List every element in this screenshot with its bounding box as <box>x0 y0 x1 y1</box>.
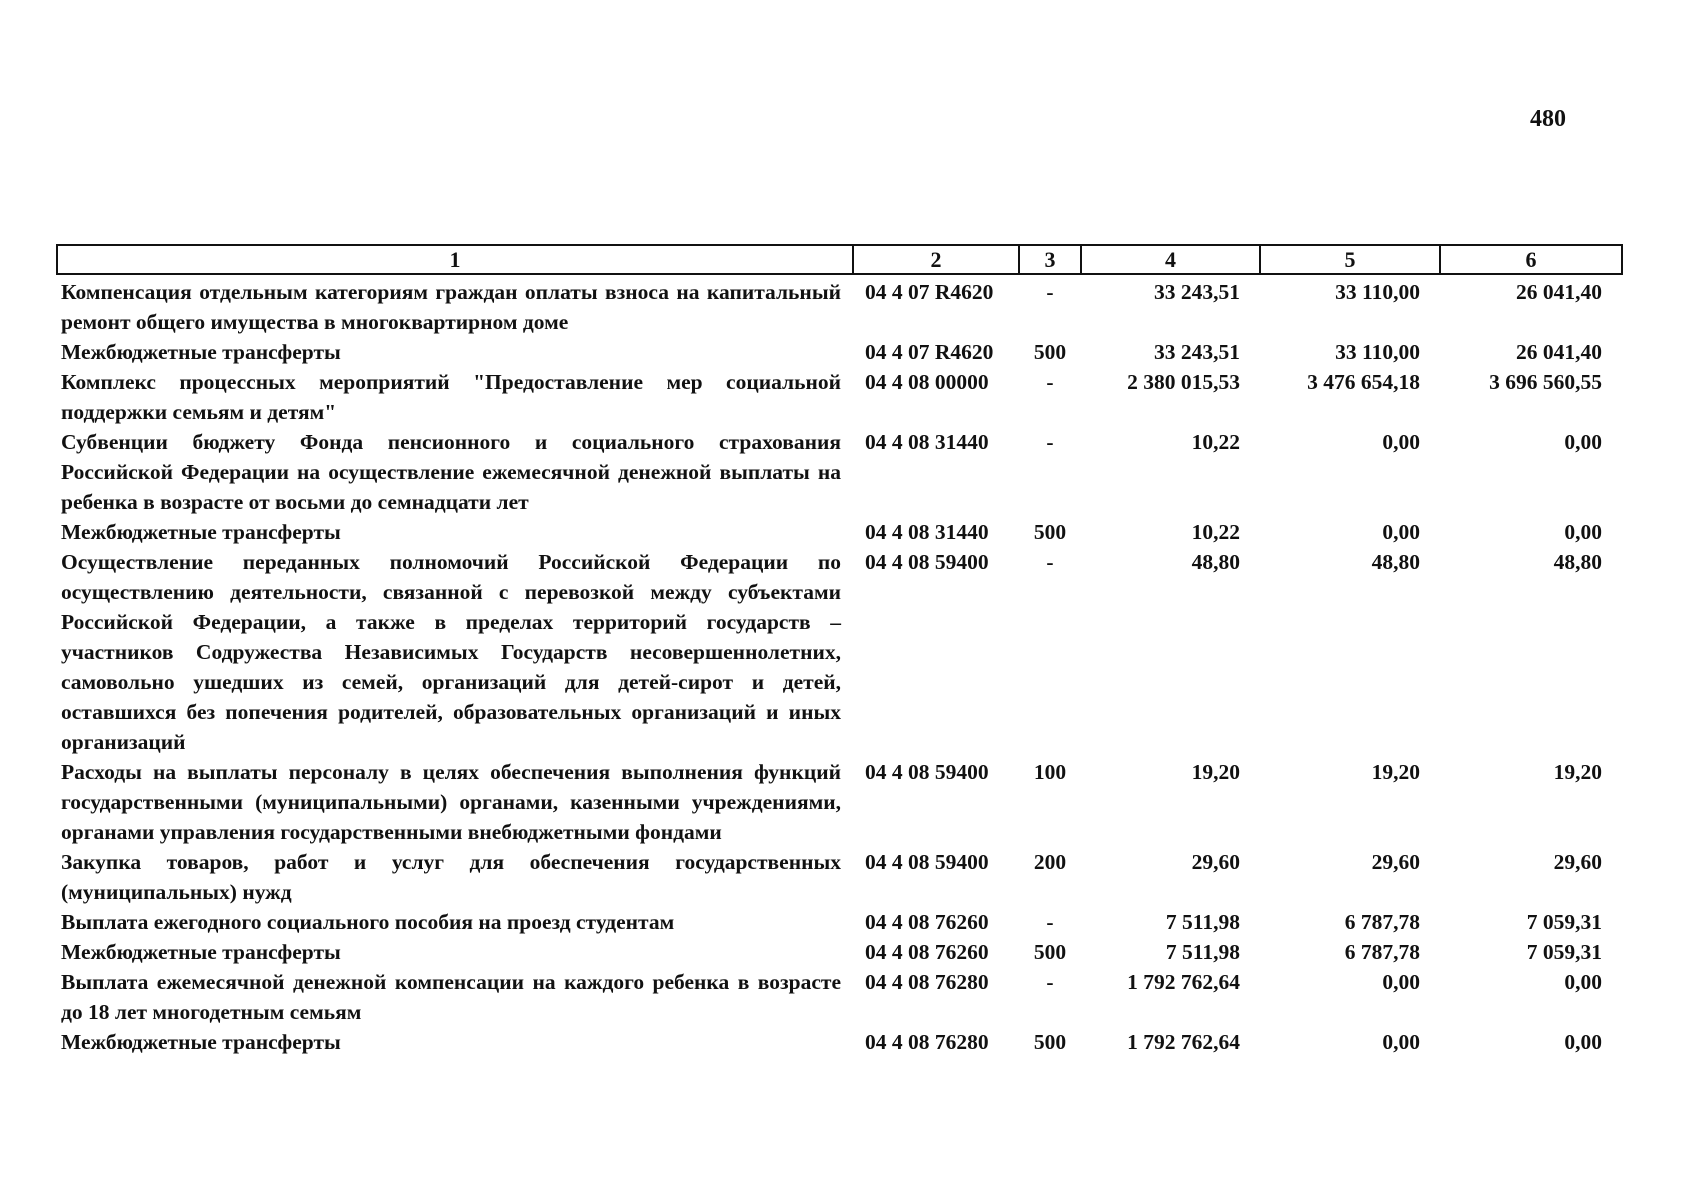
row-value-col4: 1 792 762,64 <box>1127 970 1240 994</box>
table-header <box>57 245 1622 274</box>
row-expense-type: 200 <box>1033 850 1067 874</box>
row-value-col5: 0,00 <box>1382 520 1420 544</box>
row-value-col4: 7 511,98 <box>1165 910 1240 934</box>
column-header-5: 5 <box>1260 245 1440 274</box>
row-expense-type: 500 <box>1033 1030 1067 1054</box>
row-value-col5: 48,80 <box>1371 550 1420 574</box>
row-value-col5: 0,00 <box>1382 970 1420 994</box>
row-value-col5: 33 110,00 <box>1335 340 1420 364</box>
row-name: Межбюджетные трансферты <box>61 940 341 964</box>
row-value-col4: 48,80 <box>1191 550 1240 574</box>
row-name: Субвенции бюджету Фонда пенсионного и социального страхования Российской Федерации на осуществление ежемесячной денежной выплаты на ребенка в возрасте от восьми до семнадцати лет <box>61 430 841 514</box>
row-value-col5: 0,00 <box>1382 1030 1420 1054</box>
row-value-col6: 7 059,31 <box>1526 940 1602 964</box>
row-name: Расходы на выплаты персоналу в целях обеспечения выполнения функций государственными (муниципальными) органами, казенными учреждениями, органами управления государственными внебюджетными фондами <box>61 760 841 844</box>
row-value-col6: 29,60 <box>1553 850 1602 874</box>
table-row <box>57 547 1622 757</box>
row-expense-type: - <box>1046 370 1054 394</box>
row-value-col4: 10,22 <box>1191 430 1240 454</box>
row-value-col5: 19,20 <box>1371 760 1420 784</box>
row-value-col4: 1 792 762,64 <box>1127 1030 1240 1054</box>
row-value-col4: 10,22 <box>1191 520 1240 544</box>
row-value-col5: 6 787,78 <box>1344 940 1420 964</box>
table-row <box>57 337 1622 367</box>
row-value-col6: 19,20 <box>1553 760 1602 784</box>
table-row <box>57 274 1622 337</box>
row-name: Межбюджетные трансферты <box>61 340 341 364</box>
row-code: 04 4 08 76280 <box>865 1030 989 1054</box>
row-expense-type: - <box>1046 550 1054 574</box>
row-value-col5: 3 476 654,18 <box>1307 370 1420 394</box>
table-row <box>57 907 1622 937</box>
row-name: Осуществление переданных полномочий Российской Федерации по осуществлению деятельности, связанной с перевозкой между субъектами Российской Федерации, а также в пределах территорий государств – участников Содружества Независимых Государств несовершеннолетних, самовольно ушедших из семей, организаций для детей-сирот и детей, оставшихся без попечения родителей, образовательных организаций и иных организаций <box>61 550 841 754</box>
row-value-col4: 7 511,98 <box>1165 940 1240 964</box>
row-value-col6: 7 059,31 <box>1526 910 1602 934</box>
row-expense-type: 500 <box>1033 940 1067 964</box>
table-row <box>57 517 1622 547</box>
row-expense-type: 500 <box>1033 340 1067 364</box>
row-name: Комплекс процессных мероприятий "Предоставление мер социальной поддержки семьям и детям" <box>61 370 841 424</box>
row-expense-type: - <box>1046 430 1054 454</box>
row-expense-type: 100 <box>1033 760 1067 784</box>
row-code: 04 4 08 76280 <box>865 970 989 994</box>
row-value-col6: 26 041,40 <box>1516 340 1602 364</box>
row-code: 04 4 07 R4620 <box>865 280 994 304</box>
row-value-col5: 29,60 <box>1371 850 1420 874</box>
row-code: 04 4 08 76260 <box>865 910 989 934</box>
table-row <box>57 967 1622 1027</box>
row-name: Выплата ежегодного социального пособия на проезд студентам <box>61 910 675 934</box>
table-row <box>57 937 1622 967</box>
row-value-col5: 0,00 <box>1382 430 1420 454</box>
row-code: 04 4 08 59400 <box>865 550 989 574</box>
table-row <box>57 427 1622 517</box>
row-code: 04 4 08 31440 <box>865 520 989 544</box>
row-value-col6: 0,00 <box>1564 1030 1602 1054</box>
column-header-1: 1 <box>57 245 853 274</box>
row-value-col5: 33 110,00 <box>1335 280 1420 304</box>
row-code: 04 4 08 59400 <box>865 850 989 874</box>
row-value-col4: 19,20 <box>1191 760 1240 784</box>
column-header-3: 3 <box>1019 245 1081 274</box>
row-value-col4: 33 243,51 <box>1154 340 1240 364</box>
row-value-col4: 33 243,51 <box>1154 280 1240 304</box>
row-expense-type: 500 <box>1033 520 1067 544</box>
row-value-col6: 0,00 <box>1564 430 1602 454</box>
table-row <box>57 367 1622 427</box>
row-code: 04 4 08 31440 <box>865 430 989 454</box>
row-expense-type: - <box>1046 280 1054 304</box>
column-header-2: 2 <box>853 245 1019 274</box>
header-row <box>57 245 1622 274</box>
column-header-6: 6 <box>1440 245 1622 274</box>
page-number: 480 <box>1530 106 1566 132</box>
row-name: Компенсация отдельным категориям граждан оплаты взноса на капитальный ремонт общего имущества в многоквартирном доме <box>61 280 841 334</box>
row-expense-type: - <box>1046 910 1054 934</box>
row-value-col6: 3 696 560,55 <box>1489 370 1602 394</box>
budget-table <box>56 244 1623 1057</box>
row-expense-type: - <box>1046 970 1054 994</box>
column-header-4: 4 <box>1081 245 1260 274</box>
row-value-col6: 0,00 <box>1564 520 1602 544</box>
row-value-col6: 0,00 <box>1564 970 1602 994</box>
table-body <box>57 274 1622 1057</box>
row-value-col4: 29,60 <box>1191 850 1240 874</box>
row-value-col6: 26 041,40 <box>1516 280 1602 304</box>
row-name: Закупка товаров, работ и услуг для обеспечения государственных (муниципальных) нужд <box>61 850 841 904</box>
table-row <box>57 847 1622 907</box>
row-value-col5: 6 787,78 <box>1344 910 1420 934</box>
row-value-col4: 2 380 015,53 <box>1127 370 1240 394</box>
row-name: Межбюджетные трансферты <box>61 1030 341 1054</box>
row-code: 04 4 08 00000 <box>865 370 989 394</box>
row-value-col6: 48,80 <box>1553 550 1602 574</box>
row-name: Межбюджетные трансферты <box>61 520 341 544</box>
row-code: 04 4 08 76260 <box>865 940 989 964</box>
table-row <box>57 757 1622 847</box>
table-row <box>57 1027 1622 1057</box>
row-code: 04 4 07 R4620 <box>865 340 994 364</box>
row-name: Выплата ежемесячной денежной компенсации на каждого ребенка в возрасте до 18 лет многодетным семьям <box>61 970 841 1024</box>
row-code: 04 4 08 59400 <box>865 760 989 784</box>
